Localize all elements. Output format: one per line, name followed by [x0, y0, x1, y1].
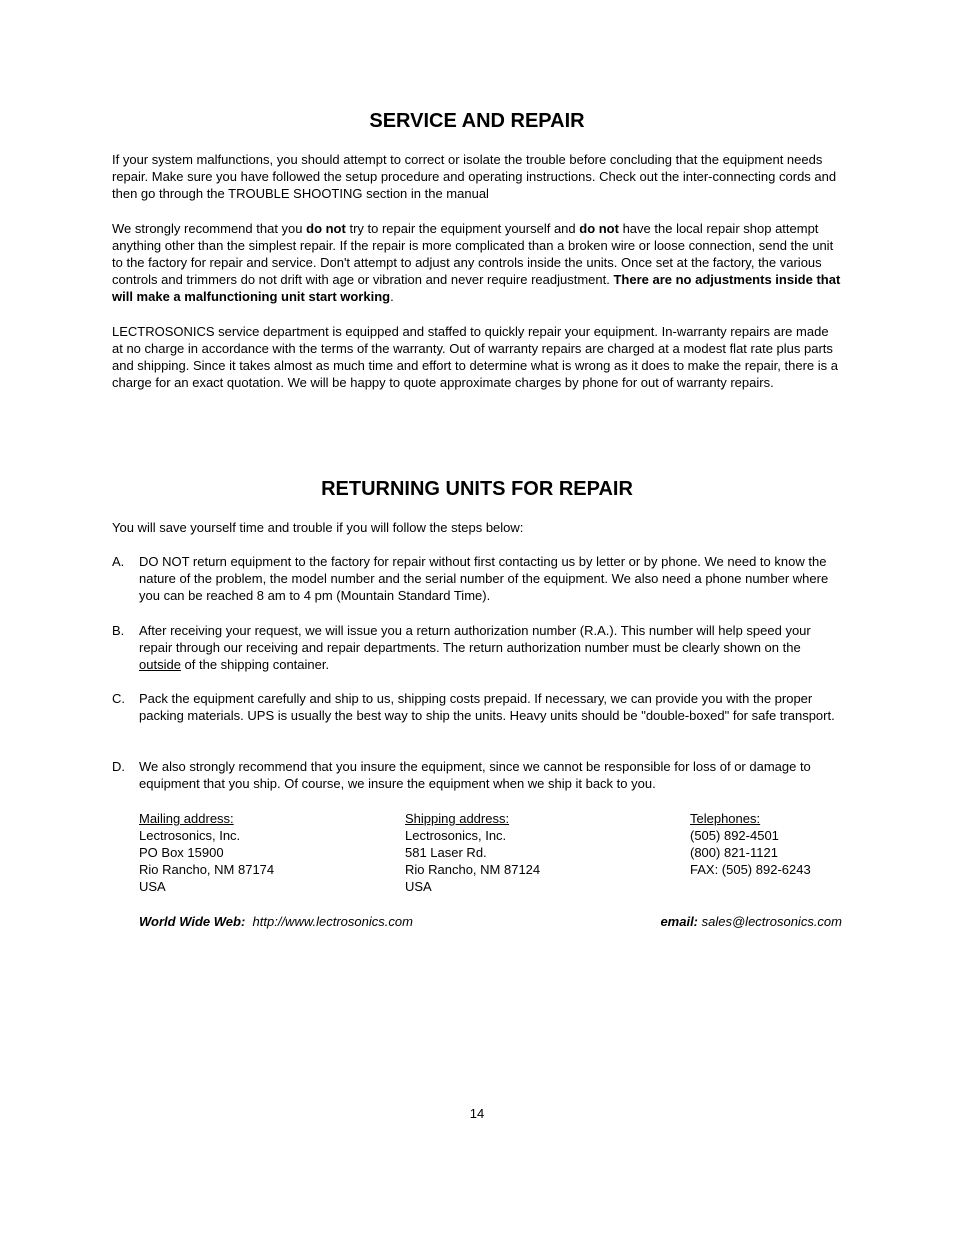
step-letter: D.: [112, 759, 125, 774]
address-line: USA: [405, 879, 432, 894]
shipping-address: [405, 810, 540, 895]
returning-heading: RETURNING UNITS FOR REPAIR: [321, 478, 633, 500]
address-line: Rio Rancho, NM 87174: [139, 862, 275, 877]
address-line: 581 Laser Rd.: [405, 845, 487, 860]
phone-line: (800) 821-1121: [690, 845, 778, 860]
email-label: email:: [660, 914, 699, 929]
web-url[interactable]: http://www.lectrosonics.com: [252, 914, 413, 929]
step-text: Pack the equipment carefully and ship to us, shipping costs prepaid. If necessary, we can provide you with the proper packing materials. UPS is usually the best way to ship the units. Heavy units should be "double-boxed" for safe transport.: [139, 691, 835, 723]
mailing-address-title: Mailing address:: [139, 811, 234, 826]
email-address[interactable]: sales@lectrosonics.com: [701, 914, 842, 929]
phone-line: FAX: (505) 892-6243: [690, 862, 811, 877]
service-paragraph-3: LECTROSONICS service department is equipped and staffed to quickly repair your equipment. In-warranty repairs are made at no charge in accordance with the terms of the warranty. Out of warranty repairs are charged at a modest flat rate plus parts and shipping. Since it takes almost as much time and effort to determine what is wrong as it does to make the repair, there is a charge for an exact quotation. We will be happy to quote approximate charges by phone for out of warranty repairs.: [112, 324, 838, 390]
address-line: Rio Rancho, NM 87124: [405, 862, 541, 877]
service-heading: SERVICE AND REPAIR: [369, 110, 585, 132]
step-letter: B.: [112, 623, 125, 638]
step-text: DO NOT return equipment to the factory for repair without first contacting us by letter or by phone. We need to know the nature of the problem, the model number and the serial number of the equipment. We also need a phone number where you can be reached 8 am to 4 pm (Mountain Standard Time).: [139, 554, 829, 603]
address-line: Lectrosonics, Inc.: [405, 828, 507, 843]
address-line: Lectrosonics, Inc.: [139, 828, 241, 843]
web-label: World Wide Web:: [139, 914, 246, 929]
step-letter: A.: [112, 554, 125, 569]
step-text: After receiving your request, we will issue you a return authorization number (R.A.). This number will help speed your repair through our receiving and repair departments. The return authorization number must be clearly shown on the outside of the shipping container.: [139, 623, 811, 672]
address-line: PO Box 15900: [139, 845, 224, 860]
page-number: 14: [469, 1106, 485, 1121]
step-letter: C.: [112, 691, 125, 706]
service-paragraph-1: If your system malfunctions, you should attempt to correct or isolate the trouble before concluding that the equipment needs repair. Make sure you have followed the setup procedure and operating instructions. Check out the inter-connecting cords and then go through the TROUBLE SHOOTING section in the manual: [112, 152, 837, 201]
telephones-title: Telephones:: [690, 811, 761, 826]
step-text: We also strongly recommend that you insure the equipment, since we cannot be responsible for loss of or damage to equipment that you ship. Of course, we insure the equipment when we ship it back to you.: [139, 759, 811, 791]
web-line: [139, 913, 413, 930]
telephones: [690, 810, 811, 878]
mailing-address: [139, 810, 274, 895]
email-line: [660, 913, 842, 930]
phone-line: (505) 892-4501: [690, 828, 779, 843]
address-line: USA: [139, 879, 166, 894]
service-paragraph-2: We strongly recommend that you do not try to repair the equipment yourself and do not have the local repair shop attempt anything other than the simplest repair. If the repair is more complicated than a broken wire or loose connection, send the unit to the factory for repair and service. Don't attempt to adjust any controls inside the units. Once set at the factory, the various controls and trimmers do not drift with age or vibration and never require readjustment. There are no adjustments inside that will make a malfunctioning unit start working.: [112, 221, 841, 304]
returning-intro: You will save yourself time and trouble if you will follow the steps below:: [112, 520, 524, 535]
shipping-address-title: Shipping address:: [405, 811, 510, 826]
